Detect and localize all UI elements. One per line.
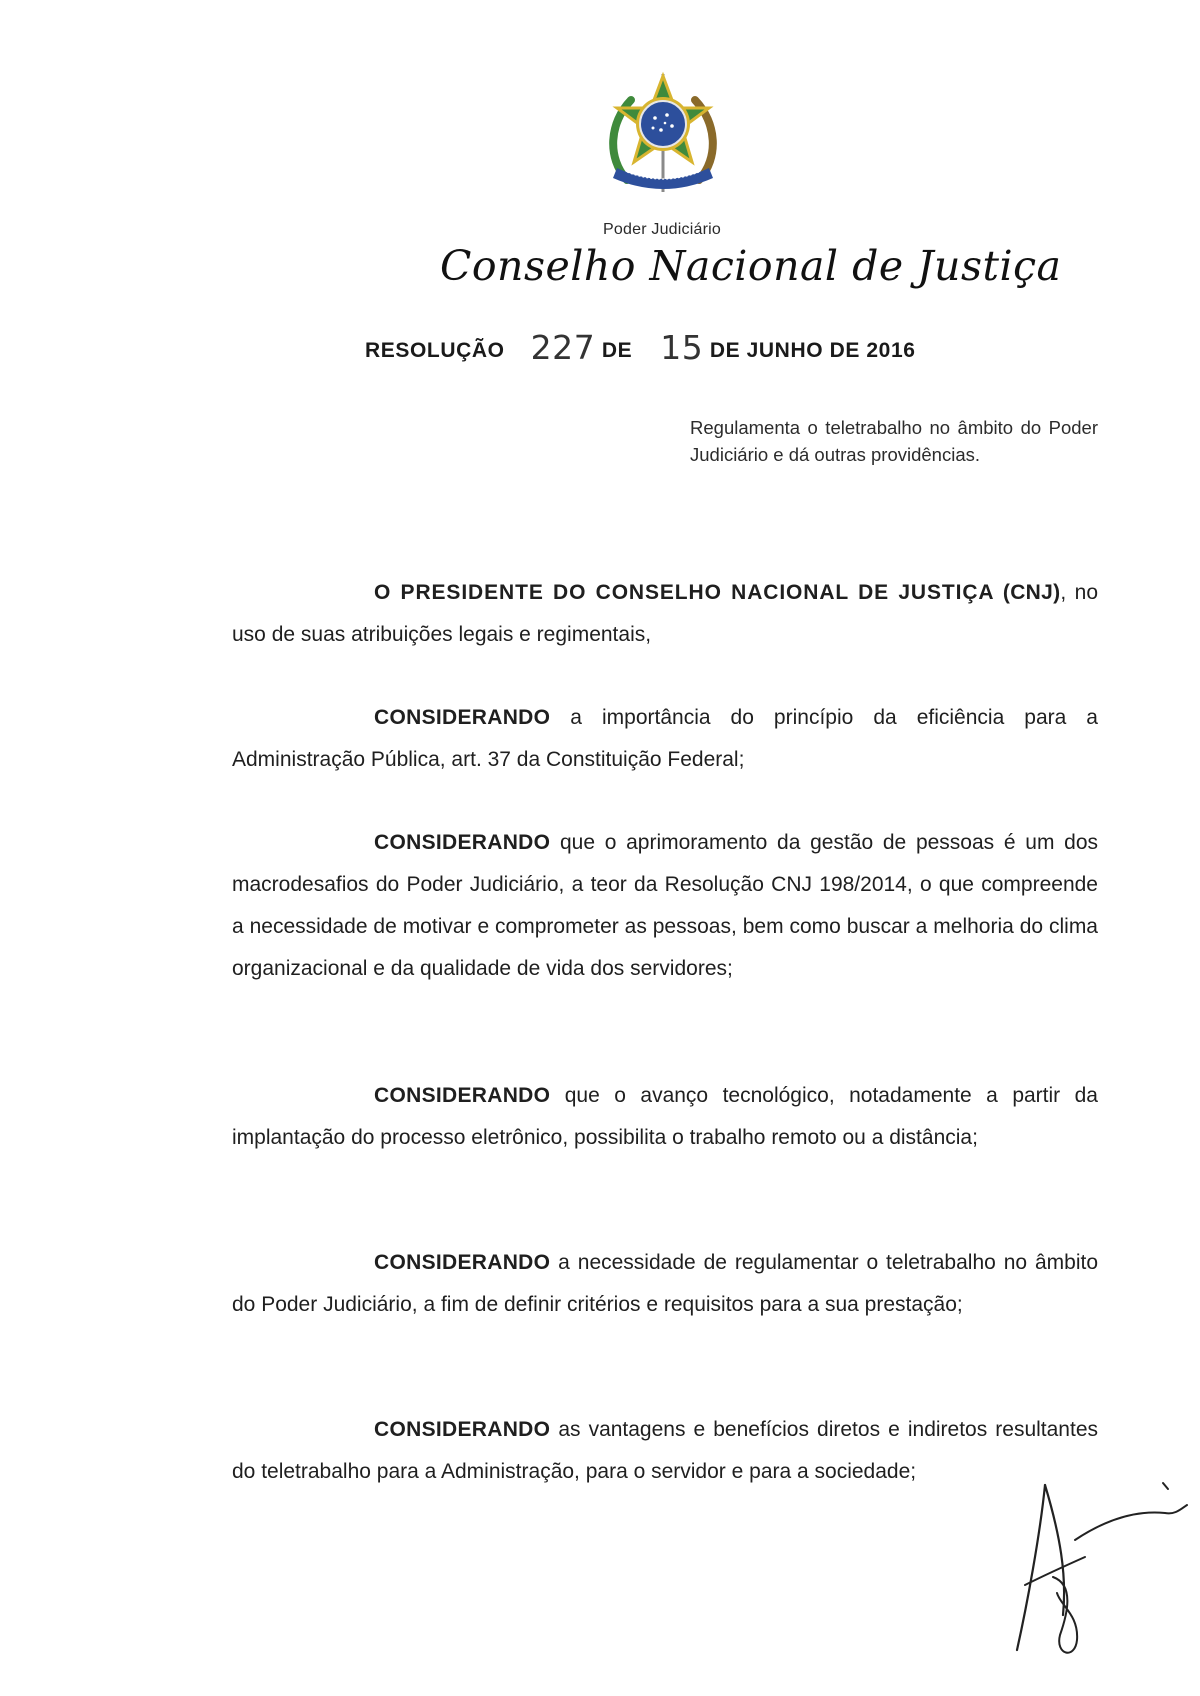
- considerando-paragraph: [232, 1075, 1098, 1159]
- resolution-title: [365, 326, 916, 365]
- preamble-paragraph: [232, 572, 1098, 656]
- considerando-text: a importância do princípio da eficiência para a Administração Pública, art. 37 da Constituição Federal;: [232, 706, 1098, 771]
- considerando-keyword: CONSIDERANDO: [374, 706, 551, 729]
- considerando-keyword: CONSIDERANDO: [374, 1418, 551, 1441]
- resolution-day: 15: [660, 328, 704, 367]
- signature-mark: [1005, 1465, 1190, 1680]
- preamble-text: , no uso de suas atribuições legais e regimentais,: [232, 581, 1098, 646]
- resolution-date-rest: DE JUNHO DE 2016: [709, 339, 916, 362]
- ementa: Regulamenta o teletrabalho no âmbito do Poder Judiciário e dá outras providências.: [690, 417, 1098, 465]
- considerando-text: que o avanço tecnológico, notadamente a partir da implantação do processo eletrônico, possibilita o trabalho remoto ou a distância;: [232, 1084, 1098, 1149]
- coat-of-arms-icon: [597, 68, 729, 198]
- resolution-prefix: RESOLUÇÃO: [365, 339, 505, 362]
- preamble-abbr: (CNJ): [1002, 581, 1061, 604]
- considerando-keyword: CONSIDERANDO: [374, 1084, 551, 1107]
- considerando-paragraph: [232, 1242, 1098, 1326]
- considerando-paragraph: [232, 1409, 1098, 1493]
- preamble-title: O PRESIDENTE DO CONSELHO NACIONAL DE JUSTIÇA: [374, 581, 995, 604]
- council-name: Conselho Nacional de Justiça: [440, 242, 1062, 290]
- issuer-line: [0, 221, 1200, 239]
- considerando-text: as vantagens e benefícios diretos e indiretos resultantes do teletrabalho para a Administração, para o servidor e para a sociedade;: [232, 1418, 1098, 1483]
- considerando-paragraph: [232, 697, 1098, 781]
- considerando-keyword: CONSIDERANDO: [374, 1251, 551, 1274]
- considerando-keyword: CONSIDERANDO: [374, 831, 551, 854]
- considerando-text: que o aprimoramento da gestão de pessoas é um dos macrodesafios do Poder Judiciário, a teor da Resolução CNJ 198/2014, o que compreende a necessidade de motivar e comprometer as pessoas, bem como buscar a melhoria do clima organizacional e da qualidade de vida dos servidores;: [232, 831, 1098, 980]
- issuer-text: Poder Judiciário: [603, 221, 721, 238]
- considerando-text: a necessidade de regulamentar o teletrabalho no âmbito do Poder Judiciário, a fim de definir critérios e requisitos para a sua prestação;: [232, 1251, 1098, 1316]
- resolution-de: DE: [601, 339, 633, 362]
- considerando-paragraph: [232, 822, 1098, 990]
- resolution-number: 227: [530, 328, 596, 367]
